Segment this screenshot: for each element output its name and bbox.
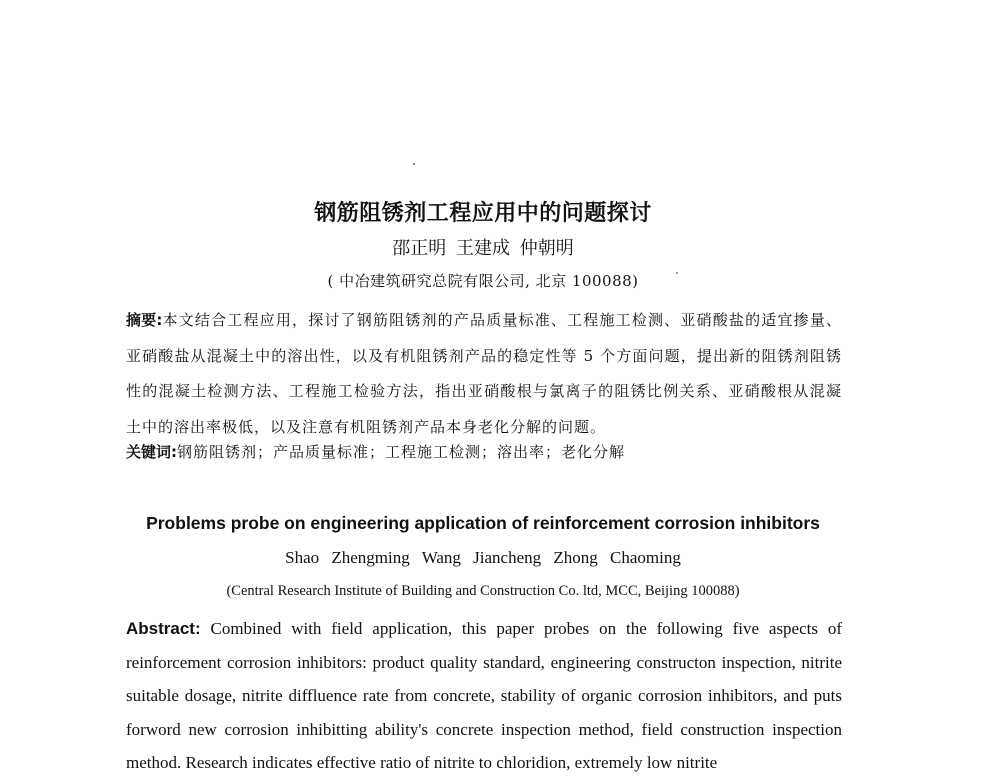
chinese-abstract <box>126 303 842 445</box>
chinese-affiliation: ( 中冶建筑研究总院有限公司, 北京 100088) <box>327 272 639 290</box>
chinese-authors: 邵正明 王建成 仲朝明 <box>392 238 574 259</box>
english-abstract-label: Abstract: <box>126 619 201 638</box>
english-authors: Shao Zhengming Wang Jiancheng Zhong Chaoming <box>285 548 681 567</box>
chinese-abstract-label: 摘要: <box>126 311 163 329</box>
english-affiliation: (Central Research Institute of Building and Construction Co. ltd, MCC, Beijing 100088) <box>226 583 740 599</box>
chinese-keywords-text: 钢筋阻锈剂；产品质量标准；工程施工检测；溶出率；老化分解 <box>177 443 626 461</box>
chinese-keywords <box>126 441 842 462</box>
english-abstract-text: Combined with field application, this paper probes on the following five aspects of reinforcement corrosion inhibitors: product quality standard, engineering constructon inspection, nitrite suitable dosage, nitrite diffluence rate from concrete, stability of organic corrosion inhibitors, and puts forword new corrosion inhibitting ability's concrete inspection method, field construction inspection method. Research indicates effective ratio of nitrite to chloridion, extremely low nitrite <box>126 619 843 772</box>
english-title: Problems probe on engineering application of reinforcement corrosion inhibitors <box>146 513 820 533</box>
chinese-keywords-label: 关键词: <box>126 443 177 461</box>
scan-artifact <box>413 163 415 165</box>
chinese-abstract-text: 本文结合工程应用，探讨了钢筋阻锈剂的产品质量标准、工程施工检测、亚硝酸盐的适宜掺量、亚硝酸盐从混凝土中的溶出性，以及有机阻锈剂产品的稳定性等 5 个方面问题，提出新的阻锈剂阻锈性的混凝土检测方法、工程施工检验方法，指出亚硝酸根与氯离子的阻锈比例关系、亚硝酸根从混凝土中的溶出率极低，以及注意有机阻锈剂产品本身老化分解的问题。 <box>126 311 843 436</box>
english-abstract <box>126 612 842 780</box>
chinese-title: 钢筋阻锈剂工程应用中的问题探讨 <box>314 201 652 226</box>
